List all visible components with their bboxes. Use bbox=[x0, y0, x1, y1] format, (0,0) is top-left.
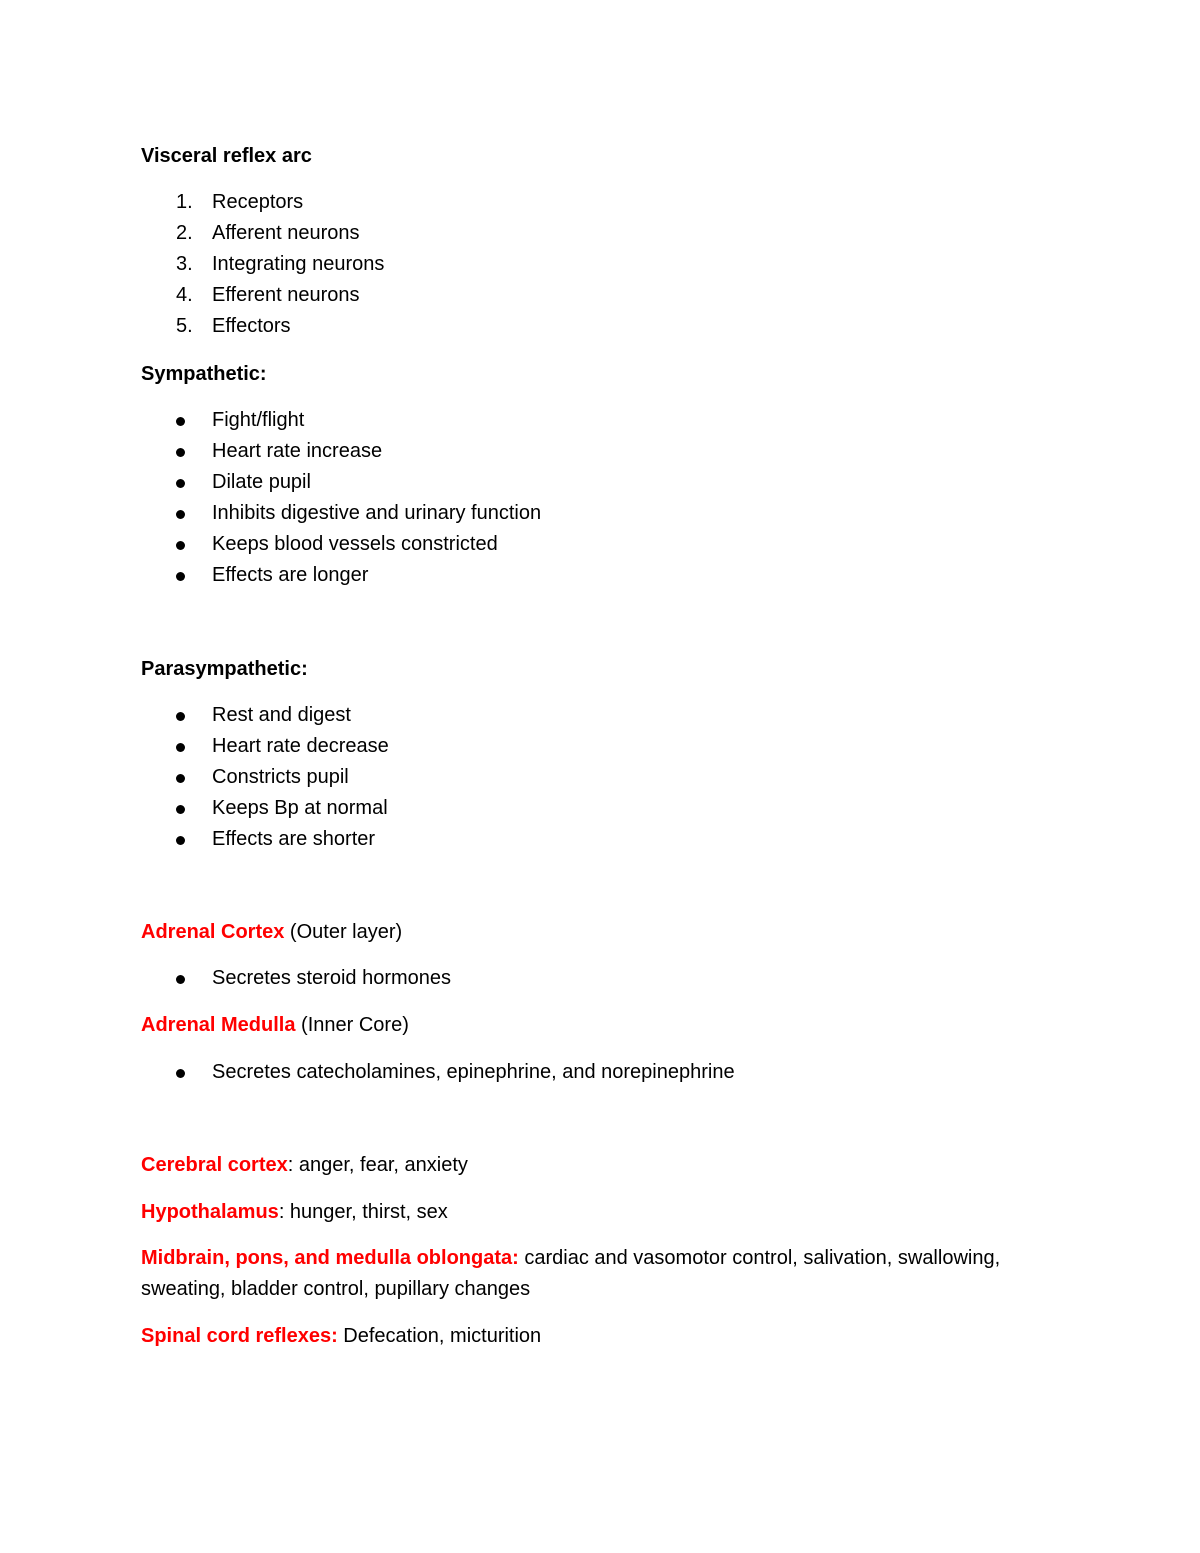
adrenal-medulla-note: (Inner Core) bbox=[295, 1014, 409, 1036]
parasympathetic-heading: Parasympathetic: bbox=[141, 658, 308, 680]
visceral-heading: Visceral reflex arc bbox=[141, 145, 312, 167]
list-item-text: Dilate pupil bbox=[212, 471, 311, 493]
midbrain-paragraph bbox=[141, 1243, 1081, 1305]
list-item-text: Integrating neurons bbox=[212, 253, 385, 275]
adrenal-medulla-heading bbox=[141, 1014, 409, 1037]
bullet-icon bbox=[176, 774, 185, 783]
list-item-text: Constricts pupil bbox=[212, 766, 349, 788]
bullet-icon bbox=[176, 712, 185, 721]
list-item-text: Heart rate decrease bbox=[212, 735, 389, 757]
list-item-text: Keeps blood vessels constricted bbox=[212, 533, 498, 555]
bullet-icon bbox=[176, 572, 185, 581]
bullet-icon bbox=[176, 975, 185, 984]
adrenal-cortex-heading bbox=[141, 921, 402, 944]
midbrain-desc: cardiac and vasomotor control, salivation, swallowing, sweating, bladder control, pupillary changes bbox=[141, 1247, 1001, 1300]
bullet-icon bbox=[176, 1069, 185, 1078]
cerebral-cortex-line bbox=[141, 1154, 468, 1177]
list-item-text: Rest and digest bbox=[212, 704, 351, 726]
spinal-line bbox=[141, 1325, 541, 1348]
list-number: 3. bbox=[176, 253, 193, 275]
bullet-icon bbox=[176, 417, 185, 426]
list-item-text: Fight/flight bbox=[212, 409, 305, 431]
cerebral-cortex-sep: : bbox=[287, 1154, 294, 1176]
adrenal-cortex-note: (Outer layer) bbox=[284, 921, 403, 943]
cerebral-cortex-term: Cerebral cortex bbox=[141, 1154, 288, 1176]
list-number: 1. bbox=[176, 191, 193, 213]
adrenal-cortex-term: Adrenal Cortex bbox=[141, 921, 285, 943]
bullet-icon bbox=[176, 743, 185, 752]
adrenal-medulla-term: Adrenal Medulla bbox=[141, 1014, 296, 1036]
bullet-icon bbox=[176, 448, 185, 457]
hypothalamus-term: Hypothalamus bbox=[141, 1201, 279, 1223]
bullet-icon bbox=[176, 479, 185, 488]
bullet-icon bbox=[176, 510, 185, 519]
hypothalamus-line bbox=[141, 1201, 448, 1224]
list-item-text: Afferent neurons bbox=[212, 222, 360, 244]
bullet-icon bbox=[176, 836, 185, 845]
list-item-text: Efferent neurons bbox=[212, 284, 360, 306]
cerebral-cortex-desc: anger, fear, anxiety bbox=[293, 1154, 468, 1176]
list-item-text: Inhibits digestive and urinary function bbox=[212, 502, 542, 524]
sympathetic-heading: Sympathetic: bbox=[141, 363, 267, 385]
bullet-icon bbox=[176, 805, 185, 814]
list-item-text: Keeps Bp at normal bbox=[212, 797, 388, 819]
list-number: 5. bbox=[176, 315, 193, 337]
list-item-text: Secretes catecholamines, epinephrine, and norepinephrine bbox=[212, 1061, 735, 1083]
list-item-text: Heart rate increase bbox=[212, 440, 383, 462]
list-item-text: Effectors bbox=[212, 315, 291, 337]
spinal-desc: Defecation, micturition bbox=[337, 1325, 542, 1347]
list-item-text: Secretes steroid hormones bbox=[212, 967, 452, 989]
list-item-text: Receptors bbox=[212, 191, 304, 213]
list-number: 4. bbox=[176, 284, 193, 306]
bullet-icon bbox=[176, 541, 185, 550]
list-item-text: Effects are longer bbox=[212, 564, 369, 586]
hypothalamus-sep: : bbox=[278, 1201, 285, 1223]
list-item-text: Effects are shorter bbox=[212, 828, 376, 850]
list-number: 2. bbox=[176, 222, 193, 244]
midbrain-term: Midbrain, pons, and medulla oblongata: bbox=[141, 1247, 519, 1269]
spinal-term: Spinal cord reflexes: bbox=[141, 1325, 338, 1347]
hypothalamus-desc: hunger, thirst, sex bbox=[284, 1201, 448, 1223]
